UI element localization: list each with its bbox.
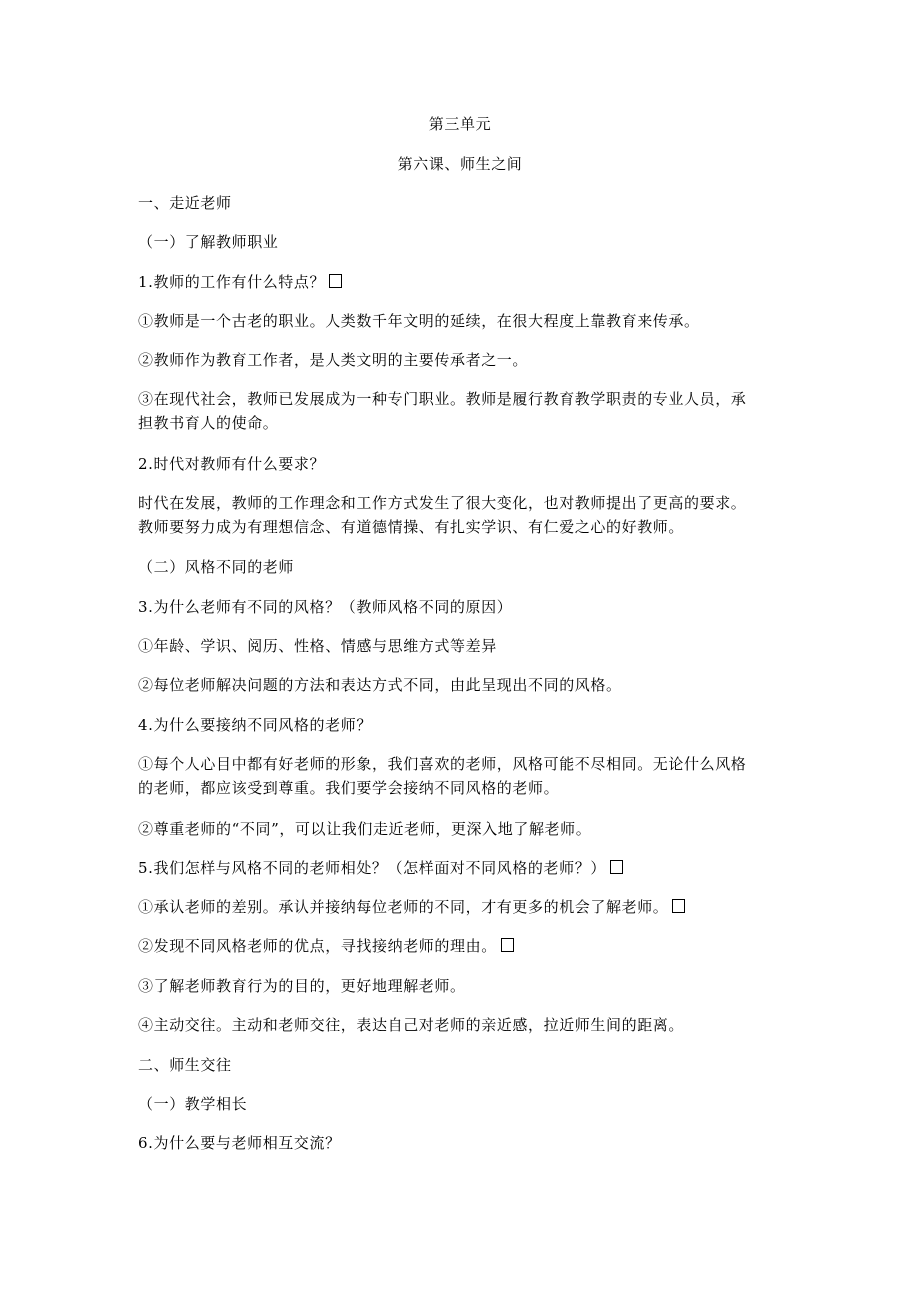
- answer-line: 的老师，都应该受到尊重。我们要学会接纳不同风格的老师。: [138, 779, 560, 797]
- section-heading-2: 二、师生交往: [138, 1056, 232, 1074]
- answer-line: [138, 934, 788, 958]
- lesson-title: 第六课、师生之间: [397, 155, 523, 173]
- answer-line: [138, 895, 788, 919]
- answer-text: ①承认老师的差别。承认并接纳每位老师的不同，才有更多的机会了解老师。: [138, 898, 669, 916]
- answer-line: 教师要努力成为有理想信念、有道德情操、有扎实学识、有仁爱之心的好教师。: [138, 518, 685, 536]
- question-4: 4.为什么要接纳不同风格的老师？: [138, 716, 372, 734]
- question-5: [138, 856, 788, 880]
- checkbox-icon: [610, 860, 623, 874]
- answer-line: 时代在发展，教师的工作理念和工作方式发生了很大变化，也对教师提出了更高的要求。: [138, 494, 747, 512]
- answer-line: ①每个人心目中都有好老师的形象，我们喜欢的老师，风格可能不尽相同。无论什么风格: [138, 755, 747, 773]
- answer-line: 担教书育人的使命。: [138, 414, 279, 432]
- subsection-heading-1-1: （一）了解教师职业: [138, 233, 279, 251]
- question-3: 3.为什么老师有不同的风格？（教师风格不同的原因）: [138, 598, 513, 616]
- checkbox-icon: [672, 899, 685, 913]
- question-6: 6.为什么要与老师相互交流？: [138, 1134, 341, 1152]
- answer-line: ①年龄、学识、阅历、性格、情感与思维方式等差异: [138, 637, 497, 655]
- unit-title: 第三单元: [428, 115, 492, 133]
- question-1-text: 1.教师的工作有什么特点？: [138, 273, 326, 291]
- question-1: [138, 270, 788, 294]
- answer-line: ④主动交往。主动和老师交往，表达自己对老师的亲近感，拉近师生间的距离。: [138, 1016, 685, 1034]
- question-5-text: 5.我们怎样与风格不同的老师相处？（怎样面对不同风格的老师？）: [138, 859, 606, 877]
- answer-line: ②每位老师解决问题的方法和表达方式不同，由此呈现出不同的风格。: [138, 676, 622, 694]
- section-heading-1: 一、走近老师: [138, 194, 232, 212]
- question-2: 2.时代对教师有什么要求？: [138, 455, 326, 473]
- subsection-heading-2-1: （一）教学相长: [138, 1095, 248, 1113]
- subsection-heading-1-2: （二）风格不同的老师: [138, 558, 295, 576]
- answer-line: ③了解老师教育行为的目的，更好地理解老师。: [138, 977, 466, 995]
- answer-line: ①教师是一个古老的职业。人类数千年文明的延续，在很大程度上靠教育来传承。: [138, 312, 700, 330]
- answer-line: ③在现代社会，教师已发展成为一种专门职业。教师是履行教育教学职责的专业人员，承: [138, 390, 747, 408]
- answer-line: ②教师作为教育工作者，是人类文明的主要传承者之一。: [138, 351, 529, 369]
- checkbox-icon: [501, 938, 514, 952]
- checkbox-icon: [329, 274, 342, 288]
- answer-text: ②发现不同风格老师的优点，寻找接纳老师的理由。: [138, 937, 497, 955]
- answer-line: ②尊重老师的“不同”，可以让我们走近老师，更深入地了解老师。: [138, 820, 592, 838]
